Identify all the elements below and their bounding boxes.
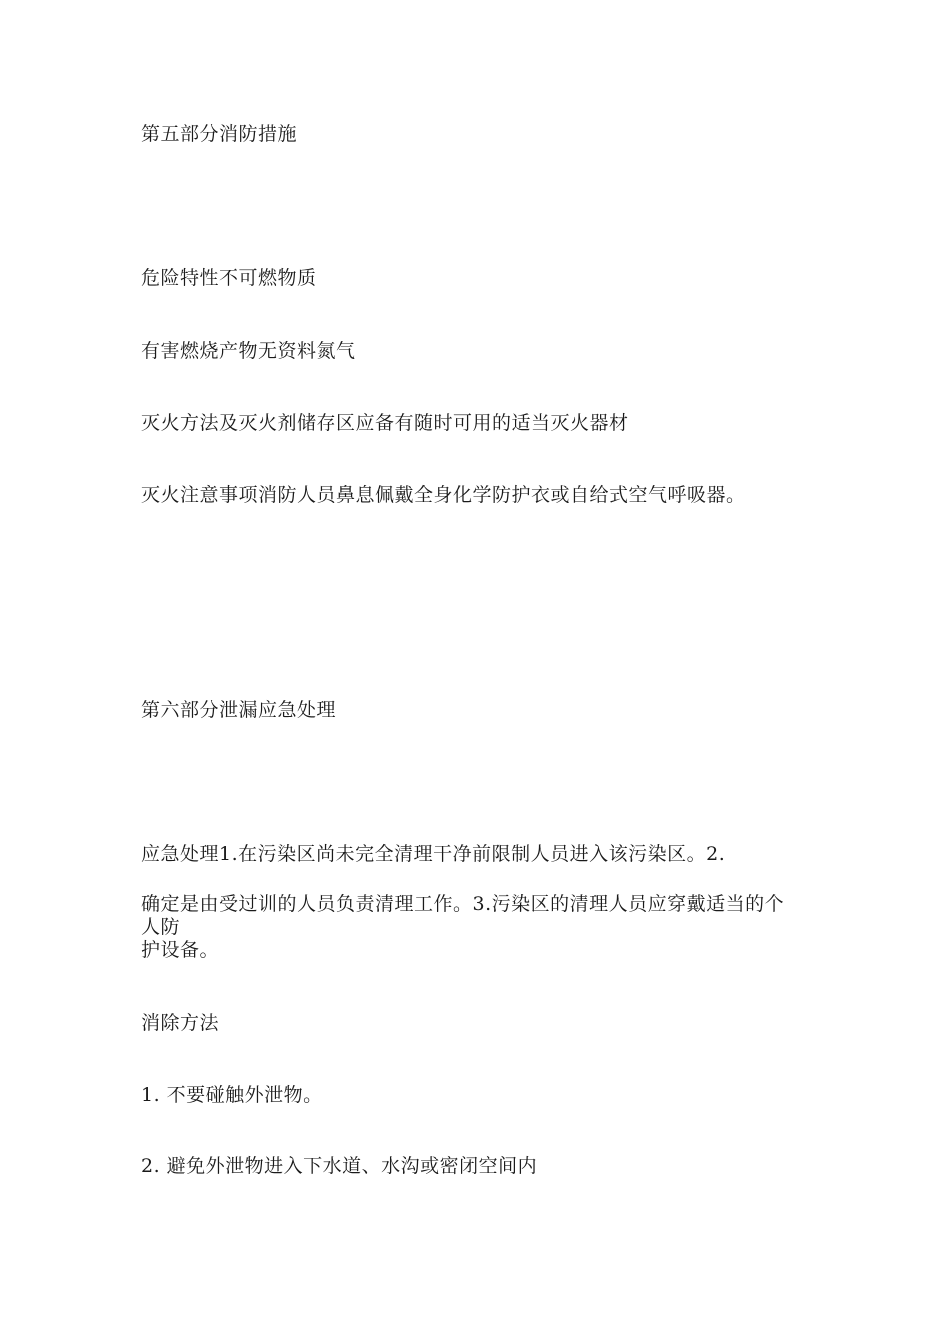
section5-title: 第五部分消防措施 [141,123,298,145]
elimination-item-2: 2. 避免外泄物进入下水道、水沟或密闭空间内 [141,1155,538,1177]
hazard-characteristics: 危险特性不可燃物质 [141,267,317,289]
emergency-handling-line1: 应急处理1.在污染区尚未完全清理干净前限制人员进入该污染区。2. [141,843,726,865]
elimination-item-1: 1. 不要碰触外泄物。 [141,1084,323,1106]
section6-title: 第六部分泄漏应急处理 [141,699,337,721]
combustion-products: 有害燃烧产物无资料氮气 [141,340,356,362]
firefighting-notes: 灭火注意事项消防人员鼻息佩戴全身化学防护衣或自给式空气呼吸器。 [141,484,746,506]
emergency-handling-line3: 护设备。 [141,939,220,961]
elimination-title: 消除方法 [141,1012,220,1034]
emergency-handling-line2: 确定是由受过训的人员负责清理工作。3.污染区的清理人员应穿戴适当的个人防 [141,893,785,938]
extinguishing-method: 灭火方法及灭火剂储存区应备有随时可用的适当灭火器材 [141,412,629,434]
